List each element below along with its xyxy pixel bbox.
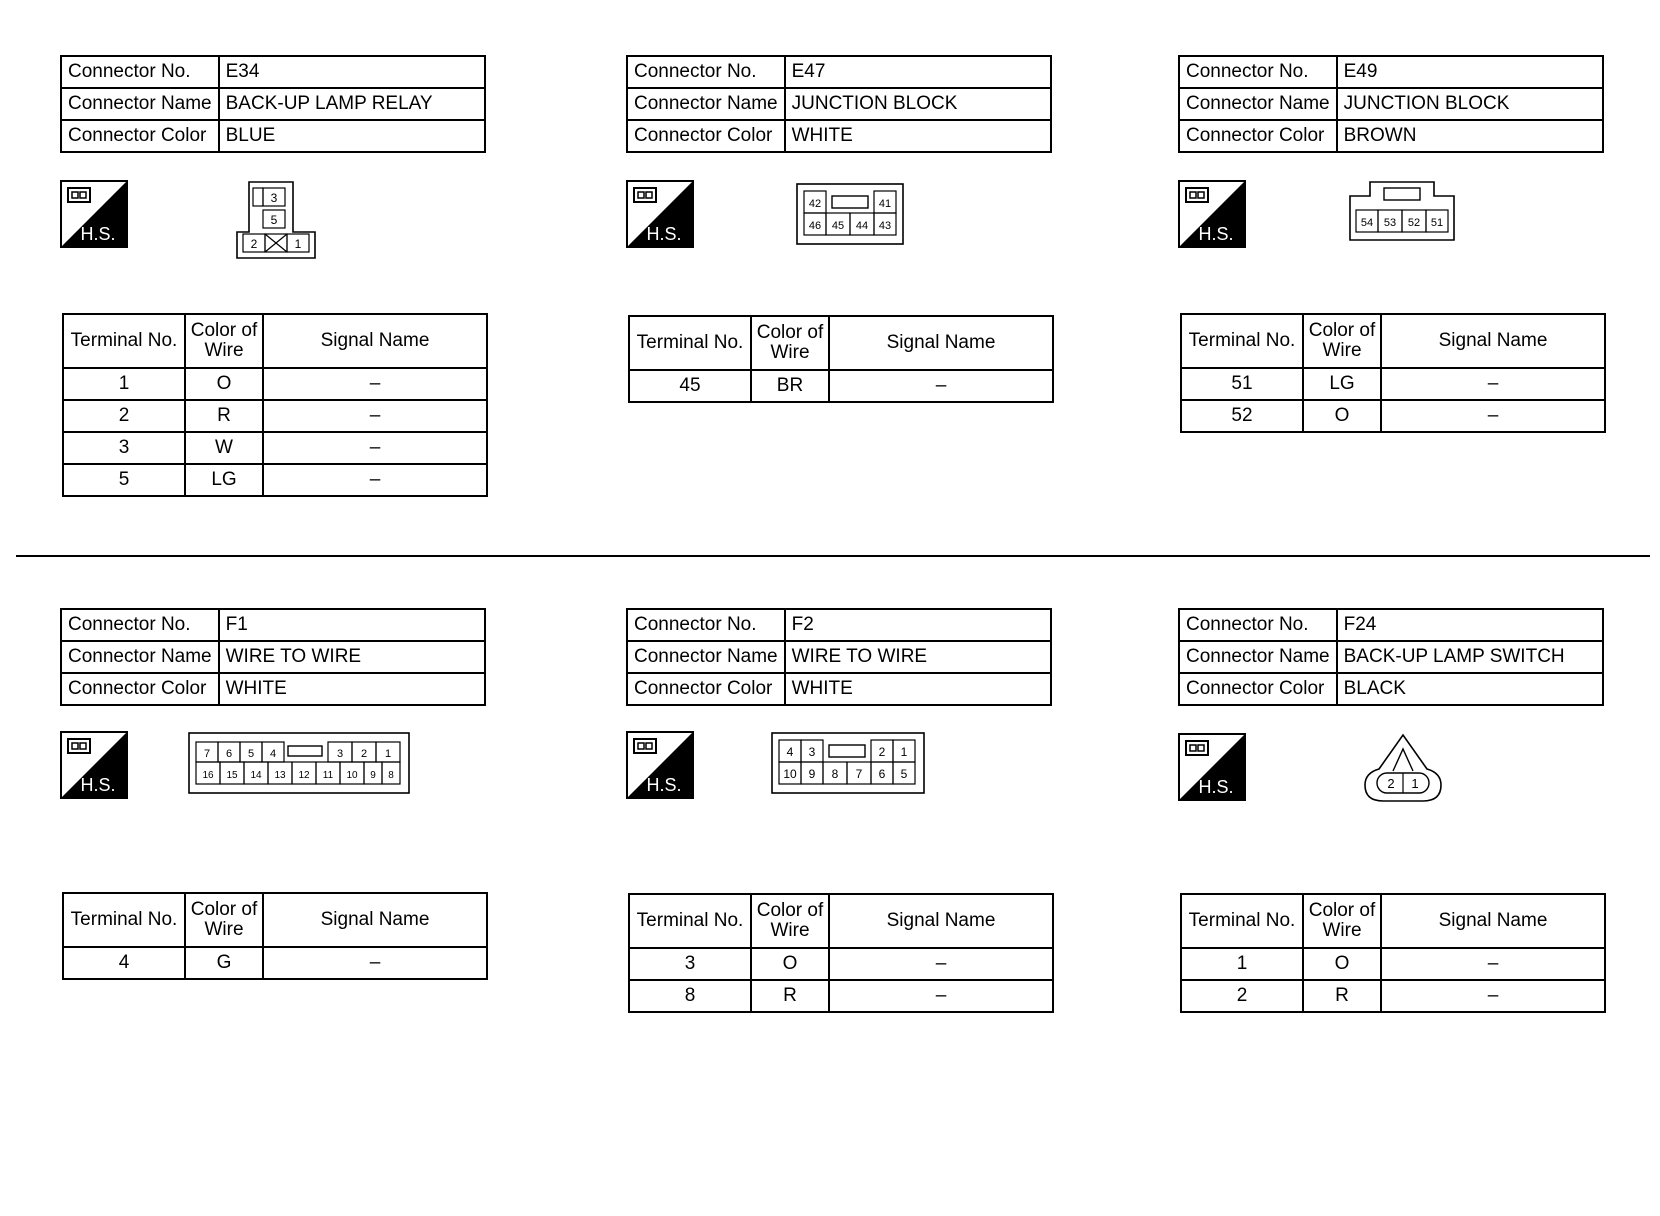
wire-color-header: Color of Wire xyxy=(751,316,829,370)
connector-info-table xyxy=(626,608,1052,706)
pin-label: 2 xyxy=(878,745,886,759)
connector-name-label: Connector Name xyxy=(61,641,219,673)
connector-no-label: Connector No. xyxy=(627,56,785,88)
pin-label: 4 xyxy=(786,745,794,759)
pin-label: 6 xyxy=(225,748,233,760)
terminal-table xyxy=(628,315,1054,403)
table-row: 51 LG – xyxy=(1181,368,1605,400)
connector-color-value: WHITE xyxy=(785,673,1051,705)
signal-name-header: Signal Name xyxy=(1381,314,1605,368)
pin-label: 54 xyxy=(1360,217,1374,229)
harness-side-icon xyxy=(60,731,128,799)
connector-no-value: E49 xyxy=(1337,56,1603,88)
connector-name-value: JUNCTION BLOCK xyxy=(785,88,1051,120)
connector-name-label: Connector Name xyxy=(1179,641,1337,673)
pin-label: 10 xyxy=(783,767,797,781)
terminal-table xyxy=(62,892,488,980)
pin-label: 1 xyxy=(1411,776,1419,791)
table-row: 3 W – xyxy=(63,432,487,464)
pin-label: 2 xyxy=(360,748,368,760)
connector-no-label: Connector No. xyxy=(1179,56,1337,88)
signal-name-header: Signal Name xyxy=(829,316,1053,370)
connector-name-value: BACK-UP LAMP SWITCH xyxy=(1337,641,1603,673)
pin-label: 44 xyxy=(855,220,869,232)
pin-label: 3 xyxy=(270,191,278,205)
pin-label: 14 xyxy=(250,770,262,781)
pin-label: 2 xyxy=(250,237,258,251)
pin-label: 9 xyxy=(370,770,376,781)
table-row: 2 R – xyxy=(1181,980,1605,1012)
wire-color-header: Color of Wire xyxy=(1303,314,1381,368)
hs-label: H.S. xyxy=(646,224,682,244)
connector-face-e47 xyxy=(796,183,904,245)
wire-color-header: Color of Wire xyxy=(185,893,263,947)
harness-side-icon xyxy=(626,180,694,248)
connector-panel-f2 xyxy=(626,608,1056,1008)
signal-name-header: Signal Name xyxy=(1381,894,1605,948)
terminal-table xyxy=(1180,893,1606,1013)
terminal-no-header: Terminal No. xyxy=(63,893,185,947)
connector-info-table xyxy=(626,55,1052,153)
connector-info-table xyxy=(60,608,486,706)
connector-face-f1 xyxy=(188,732,410,794)
connector-color-label: Connector Color xyxy=(627,673,785,705)
terminal-no-header: Terminal No. xyxy=(1181,894,1303,948)
terminal-no-header: Terminal No. xyxy=(629,894,751,948)
table-row: 45 BR – xyxy=(629,370,1053,402)
connector-name-value: BACK-UP LAMP RELAY xyxy=(219,88,485,120)
connector-name-value: WIRE TO WIRE xyxy=(785,641,1051,673)
wire-color-header: Color of Wire xyxy=(1303,894,1381,948)
pin-label: 2 xyxy=(1387,776,1395,791)
connector-face-e49 xyxy=(1348,180,1456,242)
connector-no-label: Connector No. xyxy=(61,609,219,641)
connector-color-value: BROWN xyxy=(1337,120,1603,152)
connector-info-table xyxy=(1178,608,1604,706)
connector-color-value: BLUE xyxy=(219,120,485,152)
wire-color-header: Color of Wire xyxy=(185,314,263,368)
connector-face-e34 xyxy=(235,180,319,260)
pin-label: 10 xyxy=(346,770,358,781)
signal-name-header: Signal Name xyxy=(263,893,487,947)
connector-name-label: Connector Name xyxy=(1179,88,1337,120)
terminal-table xyxy=(1180,313,1606,433)
hs-label: H.S. xyxy=(80,224,116,244)
wire-color-header: Color of Wire xyxy=(751,894,829,948)
table-row: 4 G – xyxy=(63,947,487,979)
harness-side-icon xyxy=(1178,180,1246,248)
connector-face-f2 xyxy=(771,732,925,794)
connector-info-table xyxy=(1178,55,1604,153)
table-row: 1 O – xyxy=(63,368,487,400)
pin-label: 9 xyxy=(808,767,816,781)
section-divider xyxy=(16,555,1650,557)
terminal-no-header: Terminal No. xyxy=(629,316,751,370)
table-row: 3 O – xyxy=(629,948,1053,980)
connector-color-label: Connector Color xyxy=(627,120,785,152)
pin-label: 15 xyxy=(226,770,238,781)
pin-label: 13 xyxy=(274,770,286,781)
pin-label: 3 xyxy=(336,748,344,760)
connector-name-value: WIRE TO WIRE xyxy=(219,641,485,673)
connector-color-value: WHITE xyxy=(219,673,485,705)
connector-color-label: Connector Color xyxy=(1179,120,1337,152)
connector-no-label: Connector No. xyxy=(1179,609,1337,641)
connector-panel-f24 xyxy=(1178,608,1608,1008)
connector-face-f24 xyxy=(1363,733,1443,805)
terminal-no-header: Terminal No. xyxy=(63,314,185,368)
connector-color-value: WHITE xyxy=(785,120,1051,152)
connector-no-value: E34 xyxy=(219,56,485,88)
pin-label: 8 xyxy=(388,770,394,781)
pin-label: 53 xyxy=(1383,217,1397,229)
hs-label: H.S. xyxy=(80,775,116,795)
table-row: 52 O – xyxy=(1181,400,1605,432)
pin-label: 46 xyxy=(808,220,822,232)
hs-label: H.S. xyxy=(646,775,682,795)
pin-label: 1 xyxy=(384,748,392,760)
pin-label: 45 xyxy=(831,220,845,232)
pin-label: 43 xyxy=(878,220,892,232)
connector-panel-e49 xyxy=(1178,55,1608,505)
terminal-no-header: Terminal No. xyxy=(1181,314,1303,368)
connector-no-value: E47 xyxy=(785,56,1051,88)
connector-color-label: Connector Color xyxy=(1179,673,1337,705)
table-row: 2 R – xyxy=(63,400,487,432)
pin-label: 16 xyxy=(202,770,214,781)
pin-label: 41 xyxy=(878,198,892,210)
terminal-table xyxy=(62,313,488,497)
harness-side-icon xyxy=(626,731,694,799)
connector-color-label: Connector Color xyxy=(61,673,219,705)
harness-side-icon xyxy=(1178,733,1246,801)
pin-label: 7 xyxy=(855,767,863,781)
pin-label: 1 xyxy=(294,237,302,251)
connector-panel-e34 xyxy=(60,55,490,505)
connector-color-value: BLACK xyxy=(1337,673,1603,705)
hs-label: H.S. xyxy=(1198,224,1234,244)
connector-name-label: Connector Name xyxy=(627,88,785,120)
table-row: 5 LG – xyxy=(63,464,487,496)
pin-label: 6 xyxy=(878,767,886,781)
pin-label: 51 xyxy=(1430,217,1444,229)
connector-no-label: Connector No. xyxy=(61,56,219,88)
pin-label: 4 xyxy=(269,748,277,760)
connector-name-value: JUNCTION BLOCK xyxy=(1337,88,1603,120)
pin-label: 5 xyxy=(900,767,908,781)
connector-color-label: Connector Color xyxy=(61,120,219,152)
terminal-table xyxy=(628,893,1054,1013)
pin-label: 1 xyxy=(900,745,908,759)
pin-label: 3 xyxy=(808,745,816,759)
signal-name-header: Signal Name xyxy=(263,314,487,368)
pin-label: 52 xyxy=(1407,217,1421,229)
connector-name-label: Connector Name xyxy=(627,641,785,673)
connector-name-label: Connector Name xyxy=(61,88,219,120)
signal-name-header: Signal Name xyxy=(829,894,1053,948)
connector-no-value: F24 xyxy=(1337,609,1603,641)
hs-label: H.S. xyxy=(1198,777,1234,797)
pin-label: 5 xyxy=(247,748,255,760)
pin-label: 7 xyxy=(203,748,211,760)
pin-label: 42 xyxy=(808,198,822,210)
connector-no-label: Connector No. xyxy=(627,609,785,641)
harness-side-icon xyxy=(60,180,128,248)
pin-label: 5 xyxy=(270,213,278,227)
pin-label: 11 xyxy=(322,770,334,781)
connector-info-table xyxy=(60,55,486,153)
table-row: 1 O – xyxy=(1181,948,1605,980)
connector-panel-f1 xyxy=(60,608,490,1008)
connector-no-value: F1 xyxy=(219,609,485,641)
pin-label: 8 xyxy=(831,767,839,781)
table-row: 8 R – xyxy=(629,980,1053,1012)
connector-panel-e47 xyxy=(626,55,1056,505)
connector-no-value: F2 xyxy=(785,609,1051,641)
pin-label: 12 xyxy=(298,770,310,781)
